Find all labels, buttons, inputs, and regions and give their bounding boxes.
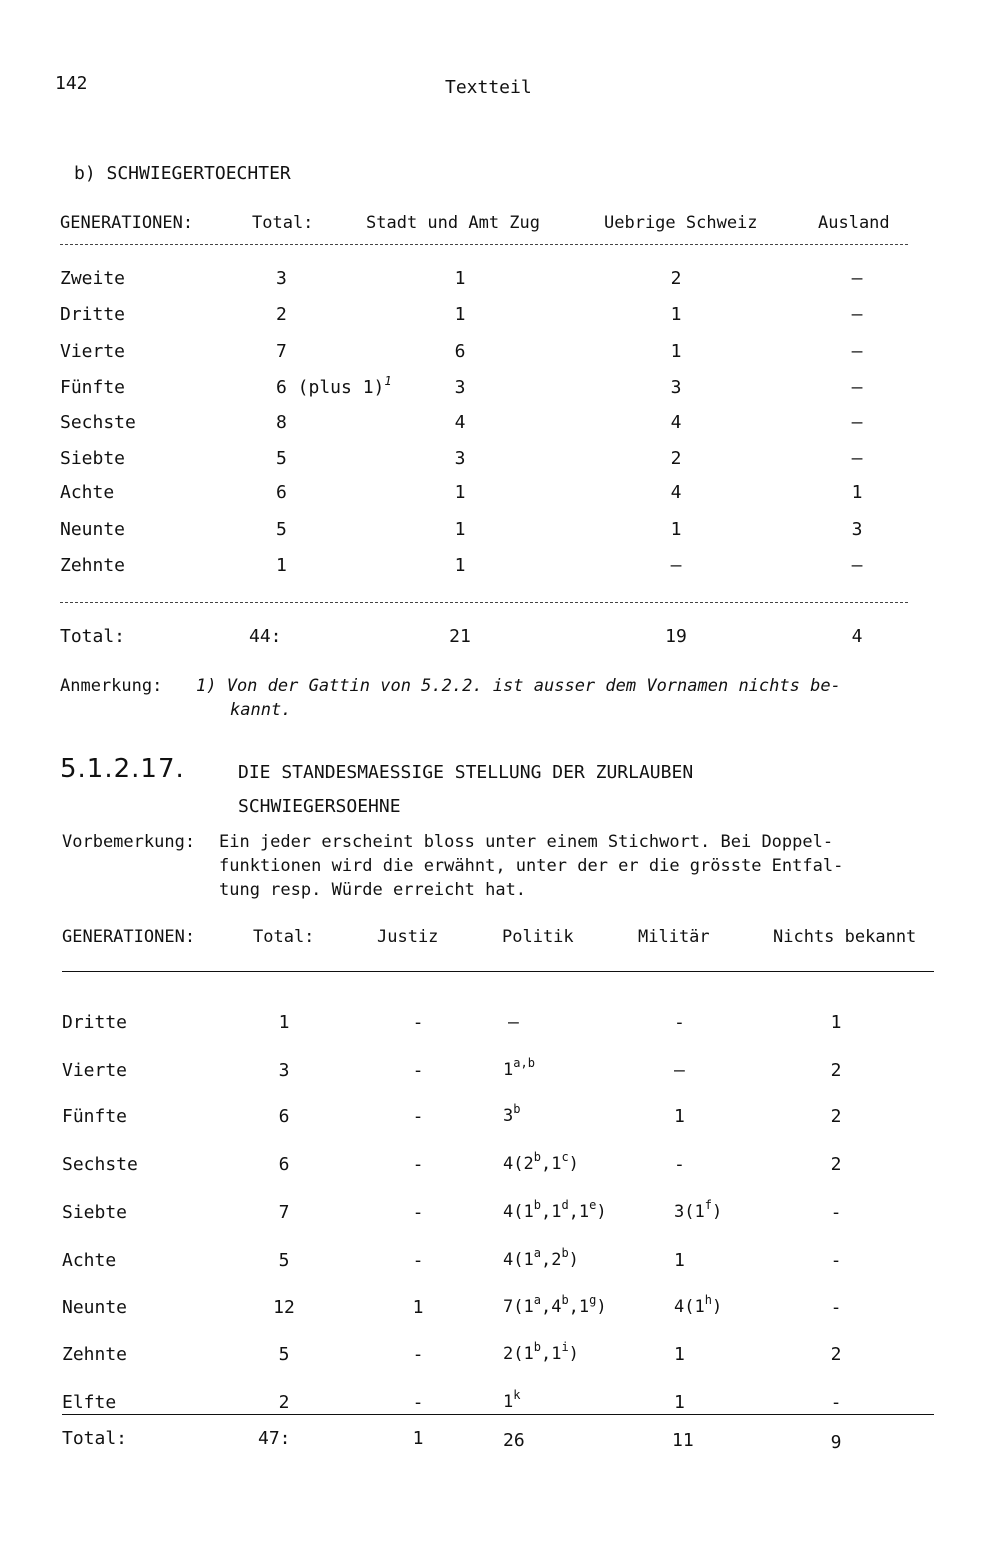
uebrige-cell: – xyxy=(670,555,682,576)
table2-header-rule xyxy=(62,971,934,972)
table1-total-rule xyxy=(60,602,908,603)
nichts-cell: - xyxy=(830,1202,842,1223)
ausland-cell: 3 xyxy=(851,519,863,540)
politik-cell: 2(1$^b$,1$^i$) xyxy=(503,1340,579,1364)
note-label: Anmerkung: xyxy=(60,676,163,696)
table2-header-militaer: Militär xyxy=(638,927,710,947)
justiz-cell: - xyxy=(412,1106,424,1127)
total-cell: 3 xyxy=(278,1060,290,1081)
superscript-mark: b xyxy=(513,1102,521,1116)
table2-total-militaer: 11 xyxy=(672,1430,694,1451)
superscript-mark: i xyxy=(561,1340,569,1354)
total-cell: 5 xyxy=(276,448,287,469)
total-cell: 5 xyxy=(278,1250,290,1271)
ausland-cell: – xyxy=(851,304,863,325)
nichts-cell: - xyxy=(830,1250,842,1271)
politik-cell: 4(2$^b$,1$^c$) xyxy=(503,1150,579,1174)
superscript-mark: a xyxy=(533,1246,541,1260)
militaer-cell: 1 xyxy=(674,1344,685,1365)
superscript-mark: e xyxy=(589,1198,597,1212)
justiz-cell: - xyxy=(412,1202,424,1223)
ausland-cell: – xyxy=(851,341,863,362)
stadt-cell: 3 xyxy=(454,448,466,469)
nichts-cell: 2 xyxy=(830,1344,842,1365)
total-cell: 7 xyxy=(278,1202,290,1223)
politik-cell: 1$^{a,b}$ xyxy=(503,1056,535,1080)
total-cell: 6 xyxy=(278,1106,290,1127)
ausland-cell: – xyxy=(851,448,863,469)
superscript-mark: f xyxy=(704,1198,712,1212)
table1-header-generationen: GENERATIONEN: xyxy=(60,213,194,233)
total-cell: 6 xyxy=(278,1154,290,1175)
ausland-cell: – xyxy=(851,268,863,289)
ausland-cell: – xyxy=(851,412,863,433)
generation-cell: Neunte xyxy=(62,1297,128,1318)
table2-total-justiz: 1 xyxy=(412,1428,424,1449)
generation-cell: Zweite xyxy=(60,268,126,289)
superscript-mark: d xyxy=(561,1198,569,1212)
generation-cell: Achte xyxy=(62,1250,117,1271)
nichts-cell: 2 xyxy=(830,1060,842,1081)
politik-cell: 4(1$^a$,2$^b$) xyxy=(503,1246,579,1270)
uebrige-cell: 1 xyxy=(670,519,682,540)
table1-header-stadt: Stadt und Amt Zug xyxy=(366,213,540,233)
total-cell: 3 xyxy=(276,268,287,289)
table1-header-ausland: Ausland xyxy=(818,213,890,233)
page-number: 142 xyxy=(55,73,88,94)
generation-cell: Fünfte xyxy=(62,1106,128,1127)
stadt-cell: 4 xyxy=(454,412,466,433)
table1-total-stadt: 21 xyxy=(449,626,471,647)
superscript-mark: b xyxy=(533,1198,541,1212)
uebrige-cell: 1 xyxy=(670,341,682,362)
politik-cell: 1$^k$ xyxy=(503,1388,521,1412)
stadt-cell: 1 xyxy=(454,268,466,289)
total-cell: 5 xyxy=(276,519,287,540)
justiz-cell: - xyxy=(412,1012,424,1033)
generation-cell: Achte xyxy=(60,482,115,503)
superscript-mark: a,b xyxy=(513,1056,535,1070)
total-cell: 2 xyxy=(278,1392,290,1413)
preliminary-line-3: tung resp. Würde erreicht hat. xyxy=(219,880,527,900)
justiz-cell: - xyxy=(412,1392,424,1413)
superscript-mark: h xyxy=(704,1293,712,1307)
table2-header-justiz: Justiz xyxy=(377,927,439,947)
total-cell: 6 xyxy=(276,482,287,503)
militaer-cell: 4(1$^h$) xyxy=(674,1293,723,1317)
superscript-mark: b xyxy=(561,1293,569,1307)
note-line-1: 1) Von der Gattin von 5.2.2. ist ausser dem Vornamen nichts be- xyxy=(196,676,841,696)
nichts-cell: 2 xyxy=(830,1154,842,1175)
superscript-mark: g xyxy=(589,1293,597,1307)
note-line-2: kannt. xyxy=(230,700,292,720)
politik-cell: 7(1$^a$,4$^b$,1$^g$) xyxy=(503,1293,607,1317)
stadt-cell: 1 xyxy=(454,482,466,503)
militaer-cell: 1 xyxy=(674,1392,685,1413)
stadt-cell: 3 xyxy=(454,377,466,398)
superscript-mark: k xyxy=(513,1388,521,1402)
stadt-cell: 6 xyxy=(454,341,466,362)
militaer-cell: – xyxy=(674,1060,685,1081)
table2-total-nichts: 9 xyxy=(830,1432,842,1453)
superscript-mark: a xyxy=(533,1293,541,1307)
section-title-line-1: DIE STANDESMAESSIGE STELLUNG DER ZURLAUBEN xyxy=(238,762,694,783)
ausland-cell: – xyxy=(851,555,863,576)
nichts-cell: - xyxy=(830,1297,842,1318)
uebrige-cell: 1 xyxy=(670,304,682,325)
total-cell: 6 (plus 1)$^1$ xyxy=(276,374,392,398)
table1-total-label: Total: xyxy=(60,626,126,647)
uebrige-cell: 3 xyxy=(670,377,682,398)
preliminary-label: Vorbemerkung: xyxy=(62,832,196,852)
section-number: 5.1.2.17. xyxy=(60,754,185,784)
ausland-cell: 1 xyxy=(851,482,863,503)
militaer-cell: - xyxy=(674,1154,685,1175)
generation-cell: Siebte xyxy=(62,1202,128,1223)
uebrige-cell: 4 xyxy=(670,412,682,433)
table1-total-uebrige: 19 xyxy=(665,626,687,647)
section-title-line-2: SCHWIEGERSOEHNE xyxy=(238,796,401,817)
generation-cell: Neunte xyxy=(60,519,126,540)
justiz-cell: - xyxy=(412,1250,424,1271)
preliminary-line-1: Ein jeder erscheint bloss unter einem Stichwort. Bei Doppel- xyxy=(219,832,834,852)
generation-cell: Zehnte xyxy=(62,1344,128,1365)
table1-header-rule xyxy=(60,244,908,245)
stadt-cell: 1 xyxy=(454,555,466,576)
generation-cell: Dritte xyxy=(60,304,126,325)
stadt-cell: 1 xyxy=(454,519,466,540)
militaer-cell: - xyxy=(674,1012,685,1033)
justiz-cell: - xyxy=(412,1154,424,1175)
justiz-cell: - xyxy=(412,1060,424,1081)
table2-header-generationen: GENERATIONEN: xyxy=(62,927,196,947)
table2-total-value: 47: xyxy=(258,1428,291,1449)
superscript-mark: b xyxy=(533,1340,541,1354)
generation-cell: Sechste xyxy=(60,412,136,433)
nichts-cell: - xyxy=(830,1392,842,1413)
stadt-cell: 1 xyxy=(454,304,466,325)
generation-cell: Fünfte xyxy=(60,377,126,398)
superscript-mark: b xyxy=(533,1150,541,1164)
table2-header-nichts: Nichts bekannt xyxy=(773,927,917,947)
militaer-cell: 1 xyxy=(674,1250,685,1271)
superscript-mark: b xyxy=(561,1246,569,1260)
uebrige-cell: 2 xyxy=(670,448,682,469)
total-cell: 5 xyxy=(278,1344,290,1365)
politik-cell: 4(1$^b$,1$^d$,1e) xyxy=(503,1198,607,1222)
generation-cell: Siebte xyxy=(60,448,126,469)
table1-title: b) SCHWIEGERTOECHTER xyxy=(74,163,291,184)
table1-total-ausland: 4 xyxy=(851,626,863,647)
total-cell: 8 xyxy=(276,412,287,433)
total-cell: 12 xyxy=(273,1297,295,1318)
table2-total-politik: 26 xyxy=(503,1430,525,1451)
table1-header-total: Total: xyxy=(252,213,314,233)
footnote-mark: 1 xyxy=(384,374,392,388)
justiz-cell: 1 xyxy=(412,1297,424,1318)
generation-cell: Sechste xyxy=(62,1154,138,1175)
table2-total-rule xyxy=(62,1414,934,1415)
justiz-cell: - xyxy=(412,1344,424,1365)
total-cell: 1 xyxy=(278,1012,290,1033)
militaer-cell: 1 xyxy=(674,1106,685,1127)
table2-header-total: Total: xyxy=(253,927,315,947)
table2-header-politik: Politik xyxy=(502,927,574,947)
militaer-cell: 3(1$^f$) xyxy=(674,1198,723,1222)
generation-cell: Vierte xyxy=(60,341,126,362)
generation-cell: Elfte xyxy=(62,1392,117,1413)
generation-cell: Dritte xyxy=(62,1012,128,1033)
total-cell: 7 xyxy=(276,341,287,362)
total-cell: 2 xyxy=(276,304,287,325)
nichts-cell: 2 xyxy=(830,1106,842,1127)
politik-cell: – xyxy=(508,1012,519,1033)
running-title: Textteil xyxy=(445,77,532,98)
preliminary-line-2: funktionen wird die erwähnt, unter der er die grösste Entfal- xyxy=(219,856,844,876)
generation-cell: Zehnte xyxy=(60,555,126,576)
ausland-cell: – xyxy=(851,377,863,398)
generation-cell: Vierte xyxy=(62,1060,128,1081)
uebrige-cell: 2 xyxy=(670,268,682,289)
table1-total-value: 44: xyxy=(249,626,282,647)
superscript-mark: c xyxy=(561,1150,569,1164)
nichts-cell: 1 xyxy=(830,1012,842,1033)
uebrige-cell: 4 xyxy=(670,482,682,503)
table2-total-label: Total: xyxy=(62,1428,128,1449)
total-cell: 1 xyxy=(276,555,287,576)
table1-header-uebrige: Uebrige Schweiz xyxy=(604,213,758,233)
politik-cell: 3$^b$ xyxy=(503,1102,521,1126)
